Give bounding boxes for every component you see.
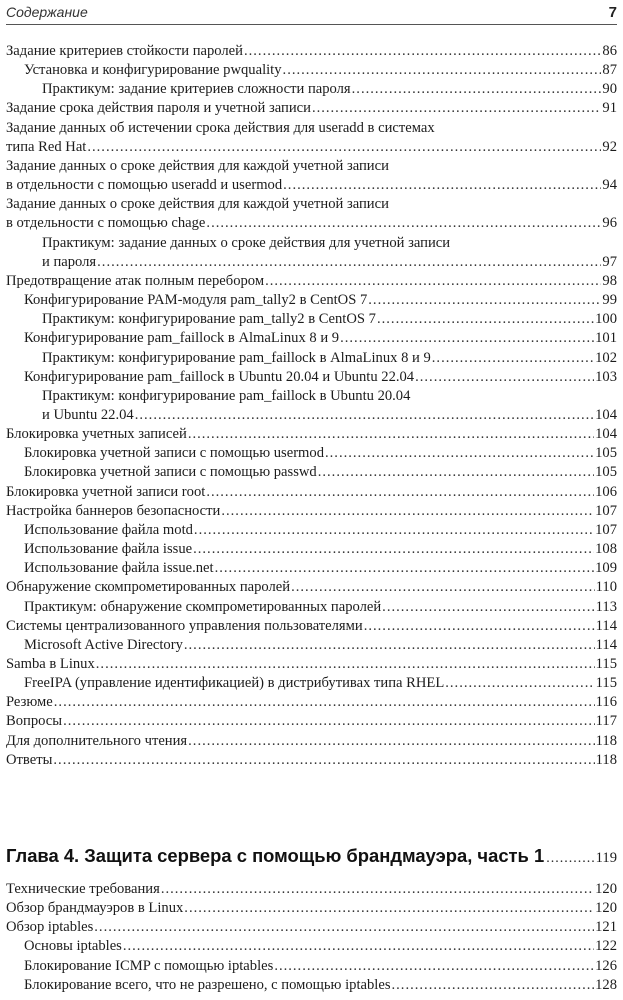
toc-entry-page: 86 xyxy=(602,43,617,59)
dot-leader xyxy=(382,598,594,617)
toc-entry[interactable] xyxy=(6,272,617,291)
toc-entry[interactable] xyxy=(6,119,617,157)
toc-entry-page: 128 xyxy=(595,976,617,993)
toc-entry-text: в отдельности с помощью chage xyxy=(6,215,206,232)
toc-entry-page: 117 xyxy=(595,713,617,730)
toc-entry[interactable] xyxy=(6,310,617,329)
toc-entry-text: Блокировка учетной записи с помощью passwd xyxy=(24,464,317,481)
toc-entry[interactable] xyxy=(6,674,617,693)
toc-entry-text: Блокировка учетной записи с помощью usermod xyxy=(24,445,324,462)
toc-entry-text: Конфигурирование pam_faillock в Ubuntu 20.04 и Ubuntu 22.04 xyxy=(24,368,415,385)
toc-entry-text: Обзор брандмауэров в Linux xyxy=(6,900,184,917)
toc-entry-page: 96 xyxy=(602,215,617,232)
toc-entry[interactable] xyxy=(6,655,617,674)
toc-entry-page: 91 xyxy=(602,100,617,117)
toc-entry[interactable] xyxy=(6,540,617,559)
toc-entry-text: Блокировка учетной записи root xyxy=(6,483,206,500)
toc-entry[interactable] xyxy=(6,732,617,751)
toc-entry[interactable] xyxy=(6,80,617,99)
toc-entry[interactable] xyxy=(6,502,617,521)
dot-leader xyxy=(265,272,601,291)
dot-leader xyxy=(368,291,601,310)
toc-entry-page: 104 xyxy=(595,406,617,423)
toc-entry-text: и пароля xyxy=(42,253,97,270)
toc-list xyxy=(6,42,617,770)
toc-entry-page: 120 xyxy=(595,900,617,917)
toc-entry[interactable] xyxy=(6,636,617,655)
toc-entry-page: 90 xyxy=(602,81,617,98)
toc-entry-page: 116 xyxy=(595,694,617,711)
chapter-title: Глава 4. Защита сервера с помощью брандмауэра, часть 1 xyxy=(6,845,545,866)
toc-entry-page: 99 xyxy=(602,292,617,309)
toc-entry[interactable] xyxy=(6,444,617,463)
toc-entry-text: Обнаружение скомпрометированных паролей xyxy=(6,579,291,596)
toc-entry-text: Практикум: обнаружение скомпрометированных паролей xyxy=(24,598,382,615)
toc-entry[interactable] xyxy=(6,712,617,731)
toc-entry-page: 104 xyxy=(595,426,617,443)
toc-entry-page: 107 xyxy=(595,502,617,519)
toc-entry-text: Microsoft Active Directory xyxy=(24,636,183,653)
dot-leader xyxy=(215,559,595,578)
chapter-page: 119 xyxy=(595,850,617,866)
toc-entry-text: Практикум: задание данных о сроке действия для учетной записи xyxy=(42,234,451,251)
dot-leader xyxy=(188,425,594,444)
toc-entry[interactable] xyxy=(6,291,617,310)
toc-entry[interactable] xyxy=(6,918,617,937)
toc-entry[interactable] xyxy=(6,617,617,636)
dot-leader xyxy=(392,976,595,995)
page-number: 7 xyxy=(608,3,617,21)
dot-leader xyxy=(96,655,595,674)
toc-entry[interactable] xyxy=(6,751,617,770)
toc-entry-text: в отдельности с помощью useradd и usermod xyxy=(6,177,283,194)
toc-entry-text: Практикум: конфигурирование pam_faillock в Ubuntu 20.04 xyxy=(42,387,411,404)
dot-leader xyxy=(161,880,594,899)
toc-entry[interactable] xyxy=(6,483,617,502)
toc-entry-text: Задание данных о сроке действия для каждой учетной записи xyxy=(6,157,389,174)
dot-leader xyxy=(291,578,595,597)
dot-leader xyxy=(221,502,594,521)
toc-entry[interactable] xyxy=(6,937,617,956)
toc-entry[interactable] xyxy=(6,693,617,712)
toc-entry-page: 87 xyxy=(602,62,617,79)
toc-entry-page: 106 xyxy=(595,483,617,500)
toc-entry-text: Блокировка учетных записей xyxy=(6,426,187,443)
dot-leader xyxy=(283,61,602,80)
toc-entry[interactable] xyxy=(6,598,617,617)
dot-leader xyxy=(352,80,602,99)
toc-entry-text: FreeIPA (управление идентификацией) в дистрибутивах типа RHEL xyxy=(24,675,445,692)
dot-leader xyxy=(364,617,595,636)
dot-leader xyxy=(184,899,594,918)
dot-leader xyxy=(54,693,595,712)
toc-entry-page: 98 xyxy=(602,272,617,289)
running-header-title: Содержание xyxy=(6,4,88,20)
toc-entry-text: Системы централизованного управления пользователями xyxy=(6,617,363,634)
toc-entry-text: и Ubuntu 22.04 xyxy=(42,406,134,423)
toc-entry-page: 113 xyxy=(595,598,617,615)
toc-entry-text: Конфигурирование PAM-модуля pam_tally2 в CentOS 7 xyxy=(24,292,368,309)
toc-entry[interactable] xyxy=(6,899,617,918)
dot-leader xyxy=(312,99,601,118)
toc-entry-page: 114 xyxy=(595,617,617,634)
toc-entry[interactable] xyxy=(6,425,617,444)
dot-leader xyxy=(97,253,601,272)
dot-leader xyxy=(283,176,601,195)
running-header xyxy=(6,0,617,25)
toc-entry[interactable] xyxy=(6,195,617,233)
toc-entry-page: 109 xyxy=(595,560,617,577)
toc-entry-page: 108 xyxy=(595,541,617,558)
toc-entry-text: Практикум: задание критериев сложности пароля xyxy=(42,81,351,98)
toc-entry-text: Обзор iptables xyxy=(6,919,94,936)
toc-entry-page: 126 xyxy=(595,957,617,974)
toc-entry-text: Установка и конфигурирование pwquality xyxy=(24,62,282,79)
toc-entry-text: Задание данных об истечении срока действия для useradd в системах xyxy=(6,119,435,136)
dot-leader xyxy=(274,957,594,976)
toc-entry[interactable] xyxy=(6,559,617,578)
toc-entry-page: 115 xyxy=(595,675,617,692)
toc-entry-page: 100 xyxy=(595,311,617,328)
toc-entry-page: 103 xyxy=(595,368,617,385)
toc-entry-page: 120 xyxy=(595,881,617,897)
toc-entry-text: Блокирование всего, что не разрешено, с помощью iptables xyxy=(24,976,391,993)
toc-entry-page: 122 xyxy=(595,938,617,955)
toc-entry[interactable] xyxy=(6,157,617,195)
toc-list-chapter-4 xyxy=(6,880,617,995)
dot-leader xyxy=(184,636,595,655)
dot-leader xyxy=(325,444,594,463)
toc-entry[interactable] xyxy=(6,880,617,899)
toc-entry[interactable] xyxy=(6,368,617,387)
toc-entry[interactable] xyxy=(6,463,617,482)
toc-entry-page: 105 xyxy=(595,445,617,462)
dot-leader xyxy=(63,712,595,731)
dot-leader xyxy=(206,214,601,233)
toc-entry-page: 94 xyxy=(602,177,617,194)
toc-entry-page: 92 xyxy=(602,138,617,155)
toc-entry[interactable] xyxy=(6,976,617,995)
toc-entry-text: Основы iptables xyxy=(24,938,122,955)
toc-entry-page: 118 xyxy=(595,732,617,749)
toc-entry-page: 102 xyxy=(595,349,617,366)
dot-leader xyxy=(445,674,594,693)
toc-entry-text: Блокирование ICMP с помощью iptables xyxy=(24,957,274,974)
toc-entry-page: 115 xyxy=(595,656,617,672)
toc-entry-text: Для дополнительного чтения xyxy=(6,732,188,749)
toc-entry-page: 107 xyxy=(595,521,617,538)
toc-entry-text: Технические требования xyxy=(6,881,160,897)
toc-entry[interactable] xyxy=(6,957,617,976)
toc-entry[interactable] xyxy=(6,329,617,348)
toc-entry-text: Конфигурирование pam_faillock в AlmaLinux 8 и 9 xyxy=(24,330,340,347)
chapter-heading[interactable] xyxy=(6,845,617,867)
toc-entry-text: Практикум: конфигурирование pam_tally2 в CentOS 7 xyxy=(42,311,376,328)
toc-entry-page: 121 xyxy=(595,919,617,936)
toc-entry-text: Samba в Linux xyxy=(6,656,95,672)
toc-entry-text: Использование файла issue.net xyxy=(24,560,214,577)
toc-entry[interactable] xyxy=(6,578,617,597)
toc-entry-text: Настройка баннеров безопасности xyxy=(6,502,221,519)
dot-leader xyxy=(193,540,594,559)
toc-entry-page: 110 xyxy=(595,579,617,596)
dot-leader xyxy=(244,42,601,61)
toc-entry-page: 114 xyxy=(595,636,617,653)
dot-leader xyxy=(53,751,594,770)
dot-leader xyxy=(432,349,594,368)
toc-entry[interactable] xyxy=(6,61,617,80)
toc-entry-text: Использование файла motd xyxy=(24,521,193,538)
toc-entry-text: Вопросы xyxy=(6,713,63,730)
toc-entry[interactable] xyxy=(6,42,617,61)
dot-leader xyxy=(194,521,594,540)
toc-entry[interactable] xyxy=(6,349,617,368)
dot-leader xyxy=(135,406,594,425)
toc-entry-text: Задание срока действия пароля и учетной записи xyxy=(6,100,311,117)
dot-leader xyxy=(188,732,595,751)
toc-entry[interactable] xyxy=(6,99,617,118)
toc-entry-text: Задание критериев стойкости паролей xyxy=(6,43,243,59)
toc-entry-page: 97 xyxy=(602,253,617,270)
toc-entry-text: Использование файла issue xyxy=(24,541,193,558)
dot-leader xyxy=(415,368,594,387)
toc-entry-page: 118 xyxy=(595,751,617,768)
toc-entry[interactable] xyxy=(6,234,617,272)
toc-entry-text: типа Red Hat xyxy=(6,138,87,155)
dot-leader xyxy=(340,329,594,348)
toc-entry-page: 101 xyxy=(595,330,617,347)
toc-entry-text: Предотвращение атак полным перебором xyxy=(6,272,265,289)
toc-entry[interactable] xyxy=(6,521,617,540)
toc-entry[interactable] xyxy=(6,387,617,425)
dot-leader xyxy=(318,463,594,482)
dot-leader xyxy=(94,918,594,937)
dot-leader xyxy=(123,937,594,956)
toc-entry-text: Резюме xyxy=(6,694,53,711)
dot-leader xyxy=(377,310,594,329)
toc-entry-text: Ответы xyxy=(6,751,53,768)
dot-leader xyxy=(206,483,594,502)
toc-entry-page: 105 xyxy=(595,464,617,481)
toc-entry-text: Практикум: конфигурирование pam_faillock в AlmaLinux 8 и 9 xyxy=(42,349,431,366)
dot-leader xyxy=(546,851,593,867)
toc-entry-text: Задание данных о сроке действия для каждой учетной записи xyxy=(6,196,389,213)
dot-leader xyxy=(87,138,601,157)
